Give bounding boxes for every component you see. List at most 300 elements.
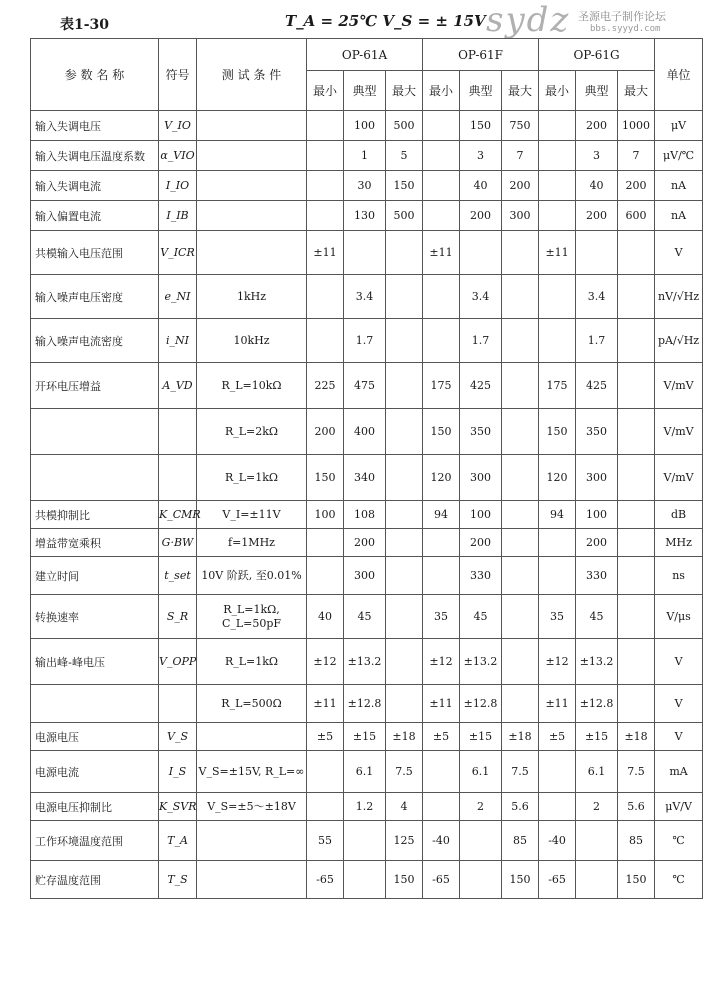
value-cell: ±15 <box>460 723 502 751</box>
value-cell: ±12.8 <box>576 685 618 723</box>
test-condition-cell: V_S=±5～±18V <box>197 793 307 821</box>
col-subheader: 最小 <box>539 71 576 111</box>
symbol-cell <box>159 409 197 455</box>
value-cell <box>307 201 344 231</box>
value-cell: 55 <box>307 821 344 861</box>
value-cell <box>307 111 344 141</box>
test-condition-cell: R_L=10kΩ <box>197 363 307 409</box>
value-cell <box>502 529 539 557</box>
value-cell: 300 <box>344 557 386 595</box>
value-cell: ±12.8 <box>344 685 386 723</box>
value-cell <box>576 231 618 275</box>
value-cell <box>307 141 344 171</box>
symbol-cell: V_S <box>159 723 197 751</box>
test-condition-cell <box>197 861 307 899</box>
value-cell: 120 <box>423 455 460 501</box>
test-condition-cell: R_L=2kΩ <box>197 409 307 455</box>
value-cell <box>423 111 460 141</box>
value-cell: ±11 <box>539 685 576 723</box>
unit-cell: V <box>655 231 703 275</box>
symbol-cell: K_CMR <box>159 501 197 529</box>
value-cell <box>502 557 539 595</box>
test-condition-cell: 10kHz <box>197 319 307 363</box>
unit-cell: dB <box>655 501 703 529</box>
value-cell: 200 <box>502 171 539 201</box>
value-cell <box>423 751 460 793</box>
symbol-cell: V_OPP <box>159 639 197 685</box>
unit-cell: μV/V <box>655 793 703 821</box>
value-cell: 7 <box>502 141 539 171</box>
value-cell: -40 <box>423 821 460 861</box>
value-cell: ±15 <box>344 723 386 751</box>
col-subheader: 典型 <box>460 71 502 111</box>
value-cell: 45 <box>576 595 618 639</box>
symbol-cell: i_NI <box>159 319 197 363</box>
unit-cell: μV/℃ <box>655 141 703 171</box>
unit-cell: pA/√Hz <box>655 319 703 363</box>
table-row <box>31 409 703 455</box>
col-header-param: 参 数 名 称 <box>31 39 159 111</box>
value-cell <box>423 141 460 171</box>
value-cell <box>618 529 655 557</box>
value-cell <box>423 529 460 557</box>
unit-cell: mA <box>655 751 703 793</box>
test-condition-cell: R_L=1kΩ, C_L=50pF <box>197 595 307 639</box>
value-cell: 150 <box>386 171 423 201</box>
value-cell <box>423 793 460 821</box>
value-cell <box>423 557 460 595</box>
value-cell: ±13.2 <box>460 639 502 685</box>
col-subheader: 典型 <box>576 71 618 111</box>
value-cell <box>386 275 423 319</box>
value-cell <box>307 557 344 595</box>
unit-cell: nA <box>655 171 703 201</box>
symbol-cell: T_S <box>159 861 197 899</box>
value-cell: ±18 <box>618 723 655 751</box>
value-cell: 150 <box>423 409 460 455</box>
unit-cell: ℃ <box>655 861 703 899</box>
test-condition-cell: V_S=±15V, R_L=∞ <box>197 751 307 793</box>
value-cell: 7.5 <box>502 751 539 793</box>
param-name-cell: 增益带宽乘积 <box>31 529 159 557</box>
test-condition-cell <box>197 171 307 201</box>
param-name-cell: 开环电压增益 <box>31 363 159 409</box>
value-cell: 200 <box>344 529 386 557</box>
param-name-cell: 输入失调电压 <box>31 111 159 141</box>
value-cell <box>502 363 539 409</box>
value-cell: ±12 <box>307 639 344 685</box>
col-header-test: 测 试 条 件 <box>197 39 307 111</box>
test-condition-cell: 1kHz <box>197 275 307 319</box>
param-name-cell: 共模抑制比 <box>31 501 159 529</box>
value-cell: -65 <box>539 861 576 899</box>
col-subheader: 最大 <box>618 71 655 111</box>
value-cell: ±18 <box>386 723 423 751</box>
value-cell: 6.1 <box>344 751 386 793</box>
value-cell <box>539 111 576 141</box>
value-cell <box>307 171 344 201</box>
value-cell <box>344 861 386 899</box>
unit-cell: V/μs <box>655 595 703 639</box>
value-cell <box>386 319 423 363</box>
value-cell: 7.5 <box>386 751 423 793</box>
value-cell <box>423 275 460 319</box>
value-cell <box>576 861 618 899</box>
param-name-cell: 输入失调电流 <box>31 171 159 201</box>
value-cell <box>502 685 539 723</box>
table-row <box>31 501 703 529</box>
test-condition-cell <box>197 821 307 861</box>
value-cell <box>618 685 655 723</box>
value-cell: 1000 <box>618 111 655 141</box>
value-cell <box>539 751 576 793</box>
value-cell: 300 <box>502 201 539 231</box>
value-cell <box>502 275 539 319</box>
symbol-cell: A_VD <box>159 363 197 409</box>
value-cell <box>386 595 423 639</box>
value-cell: 200 <box>576 201 618 231</box>
symbol-cell: S_R <box>159 595 197 639</box>
value-cell: ±12.8 <box>460 685 502 723</box>
value-cell: 3.4 <box>460 275 502 319</box>
value-cell: 1.7 <box>344 319 386 363</box>
value-cell: ±11 <box>539 231 576 275</box>
value-cell <box>307 751 344 793</box>
value-cell <box>539 793 576 821</box>
value-cell: 108 <box>344 501 386 529</box>
value-cell <box>539 529 576 557</box>
param-name-cell: 输出峰-峰电压 <box>31 639 159 685</box>
value-cell <box>307 793 344 821</box>
value-cell: 340 <box>344 455 386 501</box>
symbol-cell: V_IO <box>159 111 197 141</box>
value-cell: 3.4 <box>576 275 618 319</box>
test-condition-cell <box>197 111 307 141</box>
param-name-cell <box>31 685 159 723</box>
page-header <box>0 0 705 40</box>
value-cell: 35 <box>539 595 576 639</box>
value-cell <box>539 275 576 319</box>
value-cell: 120 <box>539 455 576 501</box>
test-conditions: T_A = 25℃ V_S = ± 15V <box>285 12 486 30</box>
unit-cell: nA <box>655 201 703 231</box>
value-cell: 3 <box>576 141 618 171</box>
value-cell: 1.7 <box>576 319 618 363</box>
value-cell: 130 <box>344 201 386 231</box>
value-cell <box>386 409 423 455</box>
value-cell: ±12 <box>539 639 576 685</box>
col-subheader: 最大 <box>502 71 539 111</box>
value-cell: 1 <box>344 141 386 171</box>
test-condition-cell: V_I=±11V <box>197 501 307 529</box>
value-cell <box>386 639 423 685</box>
param-name-cell: 贮存温度范围 <box>31 861 159 899</box>
value-cell: 200 <box>576 111 618 141</box>
unit-cell: ns <box>655 557 703 595</box>
col-subheader: 最小 <box>307 71 344 111</box>
value-cell: 5 <box>386 141 423 171</box>
value-cell <box>576 821 618 861</box>
value-cell: 200 <box>576 529 618 557</box>
value-cell: 150 <box>386 861 423 899</box>
value-cell: 1.7 <box>460 319 502 363</box>
symbol-cell: I_IB <box>159 201 197 231</box>
col-subheader: 最小 <box>423 71 460 111</box>
param-name-cell <box>31 409 159 455</box>
value-cell: 200 <box>307 409 344 455</box>
value-cell <box>307 275 344 319</box>
table-row <box>31 861 703 899</box>
col-header-op61a: OP-61A <box>307 39 423 71</box>
value-cell: 100 <box>307 501 344 529</box>
unit-cell: V <box>655 685 703 723</box>
value-cell: -65 <box>423 861 460 899</box>
value-cell: 475 <box>344 363 386 409</box>
table-row <box>31 821 703 861</box>
value-cell <box>344 821 386 861</box>
spec-table <box>30 38 703 899</box>
test-condition-cell: R_L=1kΩ <box>197 455 307 501</box>
value-cell <box>307 529 344 557</box>
value-cell <box>618 455 655 501</box>
value-cell: 175 <box>423 363 460 409</box>
test-condition-cell: f=1MHz <box>197 529 307 557</box>
value-cell: 94 <box>423 501 460 529</box>
value-cell: 3 <box>460 141 502 171</box>
value-cell <box>539 319 576 363</box>
table-row <box>31 201 703 231</box>
symbol-cell: α_VIO <box>159 141 197 171</box>
value-cell: 35 <box>423 595 460 639</box>
value-cell: 3.4 <box>344 275 386 319</box>
value-cell <box>502 639 539 685</box>
table-row <box>31 231 703 275</box>
value-cell <box>618 363 655 409</box>
value-cell: 7.5 <box>618 751 655 793</box>
unit-cell: MHz <box>655 529 703 557</box>
param-name-cell: 工作环境温度范围 <box>31 821 159 861</box>
value-cell <box>539 141 576 171</box>
value-cell: 5.6 <box>618 793 655 821</box>
value-cell: 300 <box>576 455 618 501</box>
param-name-cell <box>31 455 159 501</box>
table-row <box>31 723 703 751</box>
value-cell: 350 <box>576 409 618 455</box>
test-condition-cell <box>197 201 307 231</box>
value-cell <box>618 275 655 319</box>
value-cell <box>502 595 539 639</box>
value-cell: 125 <box>386 821 423 861</box>
col-header-op61g: OP-61G <box>539 39 655 71</box>
symbol-cell: t_set <box>159 557 197 595</box>
value-cell: ±13.2 <box>576 639 618 685</box>
test-condition-cell <box>197 231 307 275</box>
value-cell: ±5 <box>423 723 460 751</box>
value-cell <box>618 409 655 455</box>
value-cell: ±11 <box>307 685 344 723</box>
value-cell: 45 <box>460 595 502 639</box>
table-row <box>31 529 703 557</box>
col-header-op61f: OP-61F <box>423 39 539 71</box>
watermark-logo <box>486 0 705 40</box>
value-cell: 400 <box>344 409 386 455</box>
value-cell: 40 <box>576 171 618 201</box>
value-cell <box>618 639 655 685</box>
value-cell: 150 <box>460 111 502 141</box>
value-cell: 6.1 <box>460 751 502 793</box>
value-cell: 40 <box>460 171 502 201</box>
table-row <box>31 639 703 685</box>
value-cell: 330 <box>460 557 502 595</box>
value-cell: 200 <box>460 529 502 557</box>
symbol-cell: K_SVR <box>159 793 197 821</box>
value-cell: 30 <box>344 171 386 201</box>
value-cell: ±15 <box>576 723 618 751</box>
value-cell: ±13.2 <box>344 639 386 685</box>
header-row-groups <box>31 39 703 71</box>
value-cell: ±11 <box>423 231 460 275</box>
value-cell: ±12 <box>423 639 460 685</box>
unit-cell: V <box>655 639 703 685</box>
watermark-url: bbs.syyyd.com <box>590 24 661 34</box>
table-row <box>31 595 703 639</box>
value-cell <box>386 363 423 409</box>
table-row <box>31 141 703 171</box>
value-cell: ±18 <box>502 723 539 751</box>
value-cell <box>618 595 655 639</box>
value-cell: 2 <box>576 793 618 821</box>
value-cell: 7 <box>618 141 655 171</box>
value-cell <box>423 171 460 201</box>
param-name-cell: 输入噪声电压密度 <box>31 275 159 319</box>
symbol-cell: I_S <box>159 751 197 793</box>
symbol-cell <box>159 455 197 501</box>
value-cell: 100 <box>576 501 618 529</box>
symbol-cell: G·BW <box>159 529 197 557</box>
param-name-cell: 转换速率 <box>31 595 159 639</box>
table-row <box>31 557 703 595</box>
test-condition-cell: R_L=1kΩ <box>197 639 307 685</box>
value-cell <box>386 529 423 557</box>
value-cell <box>386 501 423 529</box>
value-cell: 85 <box>502 821 539 861</box>
table-row <box>31 685 703 723</box>
value-cell: 300 <box>460 455 502 501</box>
value-cell: -65 <box>307 861 344 899</box>
table-body <box>31 111 703 899</box>
col-header-symbol: 符号 <box>159 39 197 111</box>
value-cell: 200 <box>618 171 655 201</box>
value-cell: ±11 <box>423 685 460 723</box>
unit-cell: V/mV <box>655 363 703 409</box>
test-condition-cell: R_L=500Ω <box>197 685 307 723</box>
value-cell: 500 <box>386 201 423 231</box>
table-row <box>31 751 703 793</box>
param-name-cell: 共模输入电压范围 <box>31 231 159 275</box>
value-cell <box>502 455 539 501</box>
table-number: 表1-30 <box>60 17 110 33</box>
value-cell <box>539 171 576 201</box>
value-cell: ±5 <box>539 723 576 751</box>
value-cell <box>386 231 423 275</box>
symbol-cell: T_A <box>159 821 197 861</box>
param-name-cell: 电源电压抑制比 <box>31 793 159 821</box>
value-cell: 6.1 <box>576 751 618 793</box>
value-cell: 330 <box>576 557 618 595</box>
value-cell: 425 <box>576 363 618 409</box>
value-cell: 94 <box>539 501 576 529</box>
value-cell <box>386 685 423 723</box>
symbol-cell: V_ICR <box>159 231 197 275</box>
table-row <box>31 171 703 201</box>
table-row <box>31 319 703 363</box>
param-name-cell: 输入偏置电流 <box>31 201 159 231</box>
value-cell <box>618 231 655 275</box>
table-row <box>31 793 703 821</box>
value-cell <box>386 455 423 501</box>
value-cell <box>502 501 539 529</box>
value-cell <box>460 861 502 899</box>
value-cell <box>618 501 655 529</box>
value-cell: 4 <box>386 793 423 821</box>
unit-cell: μV <box>655 111 703 141</box>
param-name-cell: 电源电压 <box>31 723 159 751</box>
col-header-unit: 单位 <box>655 39 703 111</box>
value-cell: 2 <box>460 793 502 821</box>
value-cell <box>423 201 460 231</box>
value-cell <box>502 231 539 275</box>
col-subheader: 最大 <box>386 71 423 111</box>
table-row <box>31 455 703 501</box>
value-cell: 100 <box>344 111 386 141</box>
value-cell <box>344 231 386 275</box>
table-row <box>31 363 703 409</box>
unit-cell: V/mV <box>655 455 703 501</box>
test-condition-cell <box>197 723 307 751</box>
value-cell: 85 <box>618 821 655 861</box>
value-cell: 150 <box>502 861 539 899</box>
value-cell <box>618 557 655 595</box>
value-cell <box>539 557 576 595</box>
value-cell <box>502 409 539 455</box>
value-cell: 1.2 <box>344 793 386 821</box>
value-cell: 500 <box>386 111 423 141</box>
unit-cell: V/mV <box>655 409 703 455</box>
value-cell: 750 <box>502 111 539 141</box>
value-cell: 225 <box>307 363 344 409</box>
value-cell: 200 <box>460 201 502 231</box>
value-cell: ±11 <box>307 231 344 275</box>
param-name-cell: 输入失调电压温度系数 <box>31 141 159 171</box>
value-cell: 150 <box>618 861 655 899</box>
value-cell: 175 <box>539 363 576 409</box>
value-cell <box>502 319 539 363</box>
value-cell: 5.6 <box>502 793 539 821</box>
value-cell <box>423 319 460 363</box>
test-condition-cell <box>197 141 307 171</box>
col-subheader: 典型 <box>344 71 386 111</box>
unit-cell: V <box>655 723 703 751</box>
table-row <box>31 111 703 141</box>
test-condition-cell: 10V 阶跃, 至0.01% <box>197 557 307 595</box>
value-cell: 100 <box>460 501 502 529</box>
value-cell: 150 <box>307 455 344 501</box>
symbol-cell <box>159 685 197 723</box>
unit-cell: nV/√Hz <box>655 275 703 319</box>
value-cell <box>539 201 576 231</box>
value-cell: 600 <box>618 201 655 231</box>
watermark-logo-text: sydz <box>486 0 571 40</box>
